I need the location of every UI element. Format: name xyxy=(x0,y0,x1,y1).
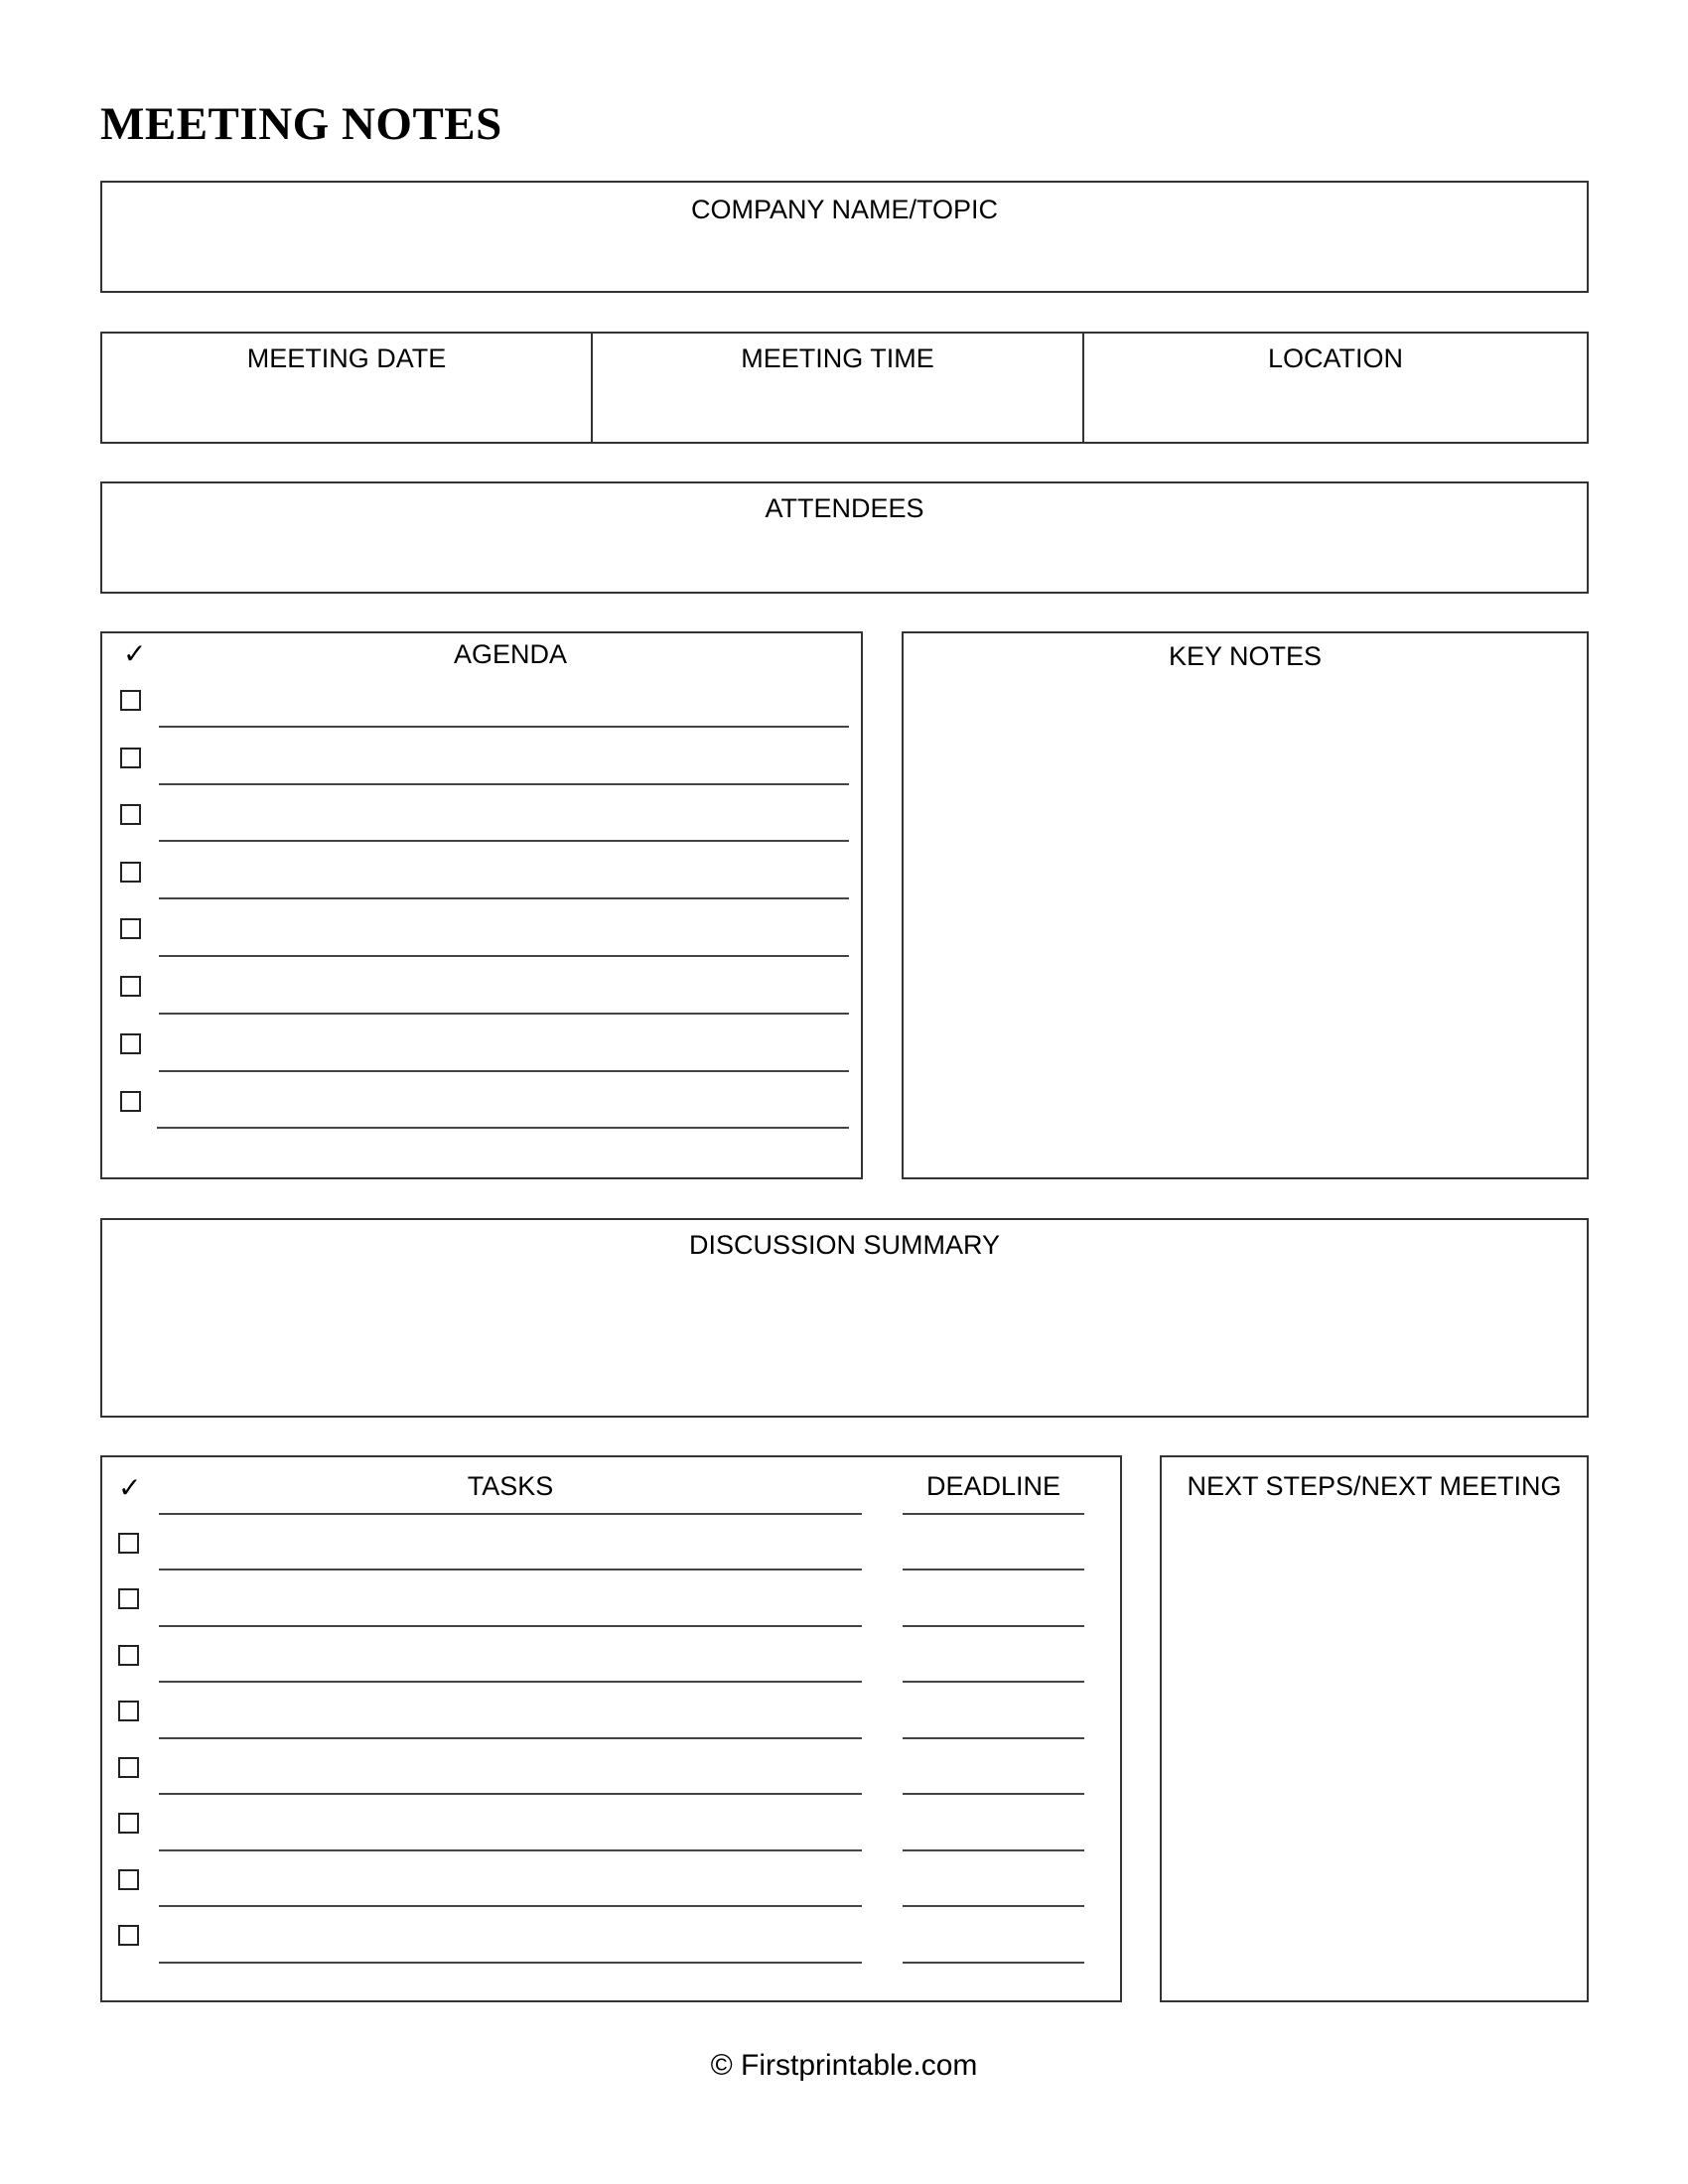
agenda-checkbox-8[interactable] xyxy=(120,1091,141,1112)
deadline-line-2[interactable] xyxy=(903,1625,1084,1627)
deadline-line-3[interactable] xyxy=(903,1681,1084,1683)
agenda-checkbox-4[interactable] xyxy=(120,862,141,883)
task-checkbox-1[interactable] xyxy=(118,1533,139,1554)
task-line-8[interactable] xyxy=(159,1962,862,1964)
task-checkbox-5[interactable] xyxy=(118,1757,139,1778)
agenda-line-1[interactable] xyxy=(159,726,849,728)
agenda-checkbox-6[interactable] xyxy=(120,976,141,997)
agenda-line-5[interactable] xyxy=(159,955,849,957)
check-icon: ✓ xyxy=(118,1471,142,1504)
agenda-section xyxy=(100,631,863,1179)
agenda-line-6[interactable] xyxy=(159,1013,849,1015)
deadline-line-8[interactable] xyxy=(903,1962,1084,1964)
task-checkbox-8[interactable] xyxy=(118,1925,139,1946)
task-line-3[interactable] xyxy=(159,1681,862,1683)
discussion-summary-label: DISCUSSION SUMMARY xyxy=(688,1230,1001,1260)
meeting-date-field[interactable] xyxy=(102,334,591,442)
meeting-info-row xyxy=(100,332,1589,444)
attendees-label: ATTENDEES xyxy=(765,493,924,523)
location-field[interactable] xyxy=(1082,334,1587,442)
company-topic-label: COMPANY NAME/TOPIC xyxy=(690,195,999,224)
next-steps-label: NEXT STEPS/NEXT MEETING xyxy=(1187,1471,1562,1501)
tasks-header-line xyxy=(159,1513,862,1515)
discussion-summary-field[interactable] xyxy=(100,1218,1589,1418)
deadline-label: DEADLINE xyxy=(925,1471,1061,1501)
company-topic-field[interactable] xyxy=(100,181,1589,293)
key-notes-label: KEY NOTES xyxy=(1168,641,1323,671)
agenda-line-2[interactable] xyxy=(159,783,849,785)
deadline-line-6[interactable] xyxy=(903,1849,1084,1851)
task-checkbox-3[interactable] xyxy=(118,1645,139,1666)
deadline-line-4[interactable] xyxy=(903,1737,1084,1739)
task-line-7[interactable] xyxy=(159,1905,862,1907)
agenda-line-4[interactable] xyxy=(159,897,849,899)
task-line-1[interactable] xyxy=(159,1569,862,1570)
task-checkbox-4[interactable] xyxy=(118,1701,139,1721)
agenda-checkbox-5[interactable] xyxy=(120,918,141,939)
task-checkbox-2[interactable] xyxy=(118,1588,139,1609)
agenda-line-8[interactable] xyxy=(157,1127,849,1129)
copyright-footer: © Firstprintable.com xyxy=(710,2049,978,2082)
attendees-field[interactable] xyxy=(100,481,1589,594)
task-line-5[interactable] xyxy=(159,1793,862,1795)
deadline-header-line xyxy=(903,1513,1084,1515)
task-line-2[interactable] xyxy=(159,1625,862,1627)
deadline-line-5[interactable] xyxy=(903,1793,1084,1795)
task-line-4[interactable] xyxy=(159,1737,862,1739)
agenda-checkbox-3[interactable] xyxy=(120,804,141,825)
agenda-line-3[interactable] xyxy=(159,840,849,842)
next-steps-field[interactable] xyxy=(1160,1455,1589,2002)
deadline-line-1[interactable] xyxy=(903,1569,1084,1570)
tasks-label: TASKS xyxy=(467,1471,554,1501)
check-icon: ✓ xyxy=(123,637,147,670)
agenda-checkbox-2[interactable] xyxy=(120,748,141,768)
meeting-date-label: MEETING DATE xyxy=(246,343,447,373)
location-label: LOCATION xyxy=(1267,343,1403,373)
tasks-section xyxy=(100,1455,1122,2002)
agenda-checkbox-7[interactable] xyxy=(120,1033,141,1054)
deadline-line-7[interactable] xyxy=(903,1905,1084,1907)
task-checkbox-6[interactable] xyxy=(118,1813,139,1834)
agenda-checkbox-1[interactable] xyxy=(120,690,141,711)
page-title: MEETING NOTES xyxy=(100,98,502,150)
agenda-label: AGENDA xyxy=(453,639,568,669)
meeting-time-label: MEETING TIME xyxy=(741,343,934,373)
task-checkbox-7[interactable] xyxy=(118,1869,139,1890)
meeting-time-field[interactable] xyxy=(591,334,1082,442)
task-line-6[interactable] xyxy=(159,1849,862,1851)
agenda-line-7[interactable] xyxy=(159,1070,849,1072)
key-notes-field[interactable] xyxy=(902,631,1589,1179)
